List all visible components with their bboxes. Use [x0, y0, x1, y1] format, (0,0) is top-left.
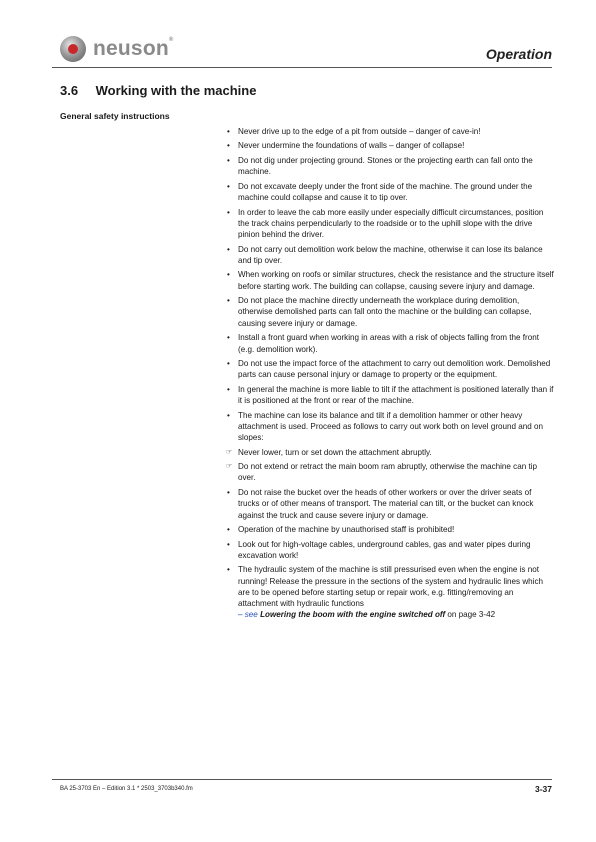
list-item: • Never undermine the foundations of walls – danger of collapse!	[227, 141, 465, 151]
bullet-icon: •	[227, 141, 230, 151]
list-item: • In general the machine is more liable to tilt if the attachment is positioned laterally than if it is positioned at the front or rear of the machine.	[227, 384, 554, 406]
page-number: 3-37	[534, 784, 552, 794]
xref-page: on page 3-42	[447, 610, 496, 620]
bullet-icon: •	[227, 270, 230, 280]
pointing-hand-icon: ☞	[226, 463, 233, 471]
list-item: • Do not place the machine directly underneath the workplace during demolition, otherwise demolished parts can fall onto the machine or the building can collapse, causing severe injury or damage.	[227, 296, 532, 328]
neuson-logo-icon	[60, 36, 86, 62]
list-item: • In order to leave the cab more easily under especially difficult circumstances, position the track chains perpendicularly to the roadside or to the uphill slope with the drive pinion behind the driver.	[227, 207, 544, 240]
bullet-icon: •	[227, 181, 230, 191]
section-title: Working with the machine	[95, 83, 257, 98]
cross-reference	[238, 609, 554, 620]
bullet-icon: •	[227, 359, 230, 369]
sub-list-item: ☞ Do not extend or retract the main boom ram abruptly, otherwise the machine can tip over.	[226, 462, 538, 483]
header-rule	[52, 67, 552, 68]
list-item: • Do not excavate deeply under the front side of the machine. The ground under the machine could collapse and cause it to tip over.	[227, 181, 533, 203]
list-item: • Look out for high-voltage cables, underground cables, gas and water pipes during excavation work!	[227, 539, 531, 560]
bullet-icon: •	[227, 410, 230, 420]
bullet-icon: •	[227, 539, 230, 549]
list-item: • Do not carry out demolition work below the machine, otherwise it can lose its balance and tip over.	[227, 244, 543, 265]
list-item: • The hydraulic system of the machine is still pressurised even when the engine is not running! Release the pressure in the sections of the system and hydraulic lines which are to be opened before starting setup or repair work, e.g. fitting/removing an attachment with hydraulic functions – see Lowering the boom with the engine switched off on page 3-42	[226, 564, 554, 620]
brand-name: neuson®	[93, 37, 174, 60]
safety-instructions-list	[226, 126, 554, 624]
subheading: General safety instructions	[60, 111, 170, 121]
document-reference: BA 25-3703 En – Edition 3.1 * 2503_3703b340.fm	[60, 786, 193, 792]
bullet-icon: •	[227, 333, 230, 343]
bullet-icon: •	[227, 487, 230, 497]
section-heading	[60, 83, 256, 98]
section-number: 3.6	[60, 83, 79, 98]
pointing-hand-icon: ☞	[226, 448, 233, 456]
bullet-icon: •	[227, 155, 230, 165]
list-item: • Operation of the machine by unauthorised staff is prohibited!	[227, 525, 455, 535]
list-item: • Never drive up to the edge of a pit from outside – danger of cave-in!	[227, 127, 481, 136]
bullet-icon: •	[227, 127, 230, 136]
list-item: • Install a front guard when working in areas with a risk of objects falling from the front (e.g. demolition work).	[227, 333, 539, 354]
xref-see-link[interactable]: – see	[238, 610, 258, 620]
bullet-icon: •	[227, 244, 230, 254]
bullet-icon: •	[227, 565, 230, 575]
bullet-icon: •	[227, 525, 230, 535]
section-name: Operation	[485, 46, 552, 62]
bullet-icon: •	[227, 384, 230, 394]
sub-list-item: ☞ Never lower, turn or set down the attachment abruptly.	[226, 447, 432, 457]
bullet-icon: •	[227, 207, 230, 217]
list-item: • When working on roofs or similar structures, check the resistance and the structure itself before starting work. The building can collapse, causing severe injury and damage.	[227, 270, 554, 291]
footer-rule	[52, 779, 552, 780]
list-item: • Do not raise the bucket over the heads of other workers or over the driver seats of trucks or of other means of transport. The material can tilt, or the bucket can knock against the truck and cause severe injury or damage.	[227, 487, 534, 520]
list-item: • The machine can lose its balance and tilt if a demolition hammer or other heavy attachment is used. Proceed as follows to carry out work both on level ground and on slopes:	[227, 410, 544, 443]
list-item: • Do not use the impact force of the attachment to carry out demolition work. Demolished parts can cause personal injury or damage to property or the equipment.	[227, 359, 551, 380]
page-header	[0, 0, 596, 70]
bullet-icon: •	[227, 296, 230, 306]
list-item: • Do not dig under projecting ground. Stones or the projecting earth can fall onto the machine.	[227, 155, 533, 177]
xref-title-link[interactable]: Lowering the boom with the engine switched off	[260, 610, 446, 620]
